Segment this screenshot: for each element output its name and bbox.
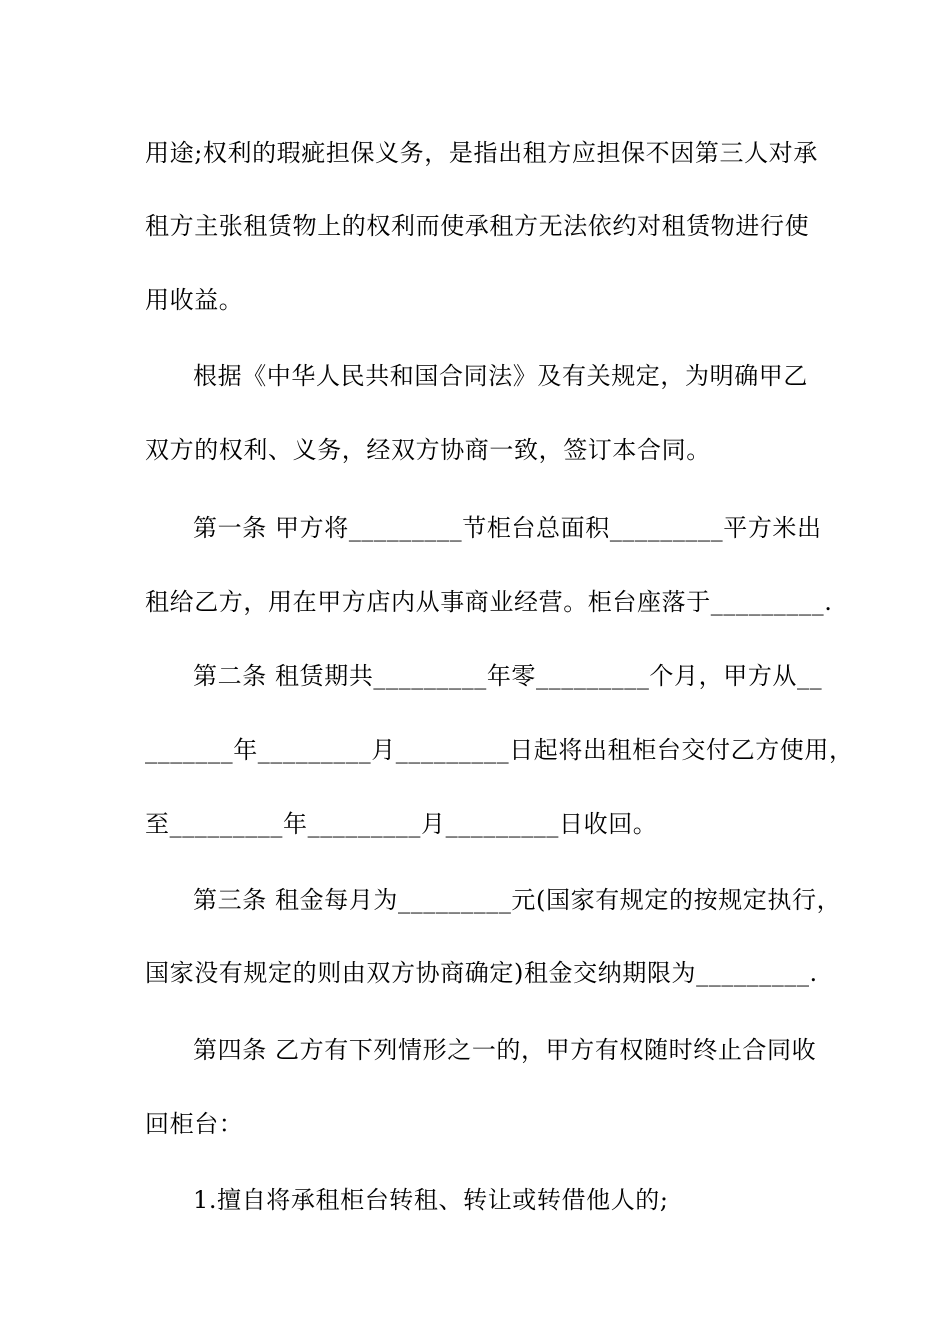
text-line-7: 租给乙方，用在甲方店内从事商业经营。柜台座落于_________.	[145, 588, 833, 616]
text-line-1: 用途;权利的瑕疵担保义务，是指出租方应担保不因第三人对承	[145, 139, 818, 167]
text-line-12: 国家没有规定的则由双方协商确定)租金交纳期限为_________.	[145, 959, 818, 987]
text-line-5: 双方的权利、义务，经双方协商一致，签订本合同。	[145, 436, 711, 464]
text-line-6: 第一条 甲方将_________节柜台总面积_________平方米出	[193, 514, 822, 542]
text-line-8: 第二条 租赁期共_________年零_________个月，甲方从__	[193, 662, 823, 690]
text-line-15: 1.擅自将承租柜台转租、转让或转借他人的;	[193, 1186, 669, 1214]
text-line-4: 根据《中华人民共和国合同法》及有关规定，为明确甲乙	[193, 362, 808, 390]
text-line-13: 第四条 乙方有下列情形之一的，甲方有权随时终止合同收	[193, 1036, 817, 1064]
text-line-10: 至_________年_________月_________日收回。	[145, 810, 658, 838]
text-line-9: _______年_________月_________日起将出租柜台交付乙方使用，	[145, 736, 854, 764]
text-line-3: 用收益。	[145, 286, 244, 314]
text-line-11: 第三条 租金每月为_________元(国家有规定的按规定执行，	[193, 886, 842, 914]
text-line-2: 租方主张租赁物上的权利而使承租方无法依约对租赁物进行使	[145, 212, 810, 240]
text-line-14: 回柜台：	[145, 1110, 244, 1138]
